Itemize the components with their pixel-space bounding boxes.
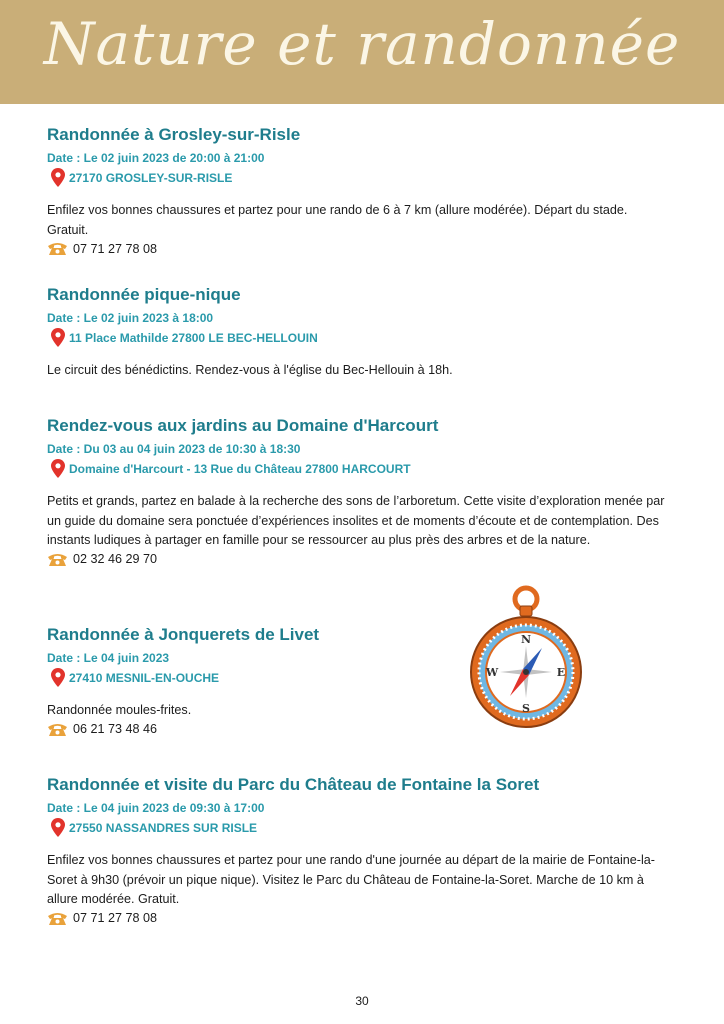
page-header [0, 0, 724, 104]
telephone-icon [47, 241, 68, 256]
event-phone-number: 06 21 73 48 46 [73, 722, 158, 737]
event-title: Randonnée à Grosley-sur-Risle [47, 125, 301, 144]
event-description: Le circuit des bénédictins. Rendez-vous à l'église du Bec-Hellouin à 18h. [47, 363, 453, 377]
location-pin-icon [51, 328, 65, 347]
event-phone [47, 722, 447, 737]
event-description: Enfilez vos bonnes chaussures et partez pour une rando de 6 à 7 km (allure modérée). Départ du stade. Gratuit. [47, 203, 628, 237]
event-title: Rendez-vous aux jardins au Domaine d'Harcourt [47, 416, 439, 435]
event-location-text: 27550 NASSANDRES SUR RISLE [69, 820, 258, 835]
event-phone [47, 552, 677, 567]
location-pin-icon [51, 668, 65, 687]
compass-north-label: N [520, 633, 532, 646]
location-pin-icon [51, 818, 65, 837]
event-phone-number: 07 71 27 78 08 [73, 911, 158, 926]
event-pique-nique [47, 285, 677, 381]
location-pin-icon [51, 459, 65, 478]
event-location-text: 27410 MESNIL-EN-OUCHE [69, 670, 220, 685]
compass-illustration [468, 584, 582, 728]
event-date: Date : Le 02 juin 2023 de 20:00 à 21:00 [47, 151, 265, 165]
event-description: Randonnée moules-frites. [47, 703, 192, 717]
event-harcourt [47, 416, 677, 567]
event-fontaine-la-soret [47, 775, 677, 926]
event-date: Date : Le 02 juin 2023 à 18:00 [47, 311, 214, 325]
event-location-text: Domaine d'Harcourt - 13 Rue du Château 27800 HARCOURT [69, 461, 411, 476]
page-title: Nature et randonnée [43, 10, 681, 78]
telephone-icon [47, 911, 68, 926]
event-location [51, 168, 677, 187]
telephone-icon [47, 722, 68, 737]
event-location [51, 818, 677, 837]
event-description: Enfilez vos bonnes chaussures et partez pour une rando d'une journée au départ de la mairie de Fontaine-la-Soret à 9h30 (prévoir un pique nique). Visitez le Parc du Château de Fontaine-la-Soret. Marche de 10 km à allure modérée. Gratuit. [47, 853, 655, 907]
event-phone-number: 07 71 27 78 08 [73, 241, 158, 256]
event-title: Randonnée pique-nique [47, 285, 241, 304]
compass-east-label: E [556, 666, 566, 679]
event-date: Date : Du 03 au 04 juin 2023 de 10:30 à 18:30 [47, 442, 301, 456]
location-pin-icon [51, 168, 65, 187]
event-jonquerets [47, 625, 447, 737]
event-title: Randonnée et visite du Parc du Château de Fontaine la Soret [47, 775, 540, 794]
event-location-text: 27170 GROSLEY-SUR-RISLE [69, 170, 233, 185]
event-location-text: 11 Place Mathilde 27800 LE BEC-HELLOUIN [69, 330, 318, 345]
event-location [51, 328, 677, 347]
event-phone [47, 911, 677, 926]
event-description: Petits et grands, partez en balade à la recherche des sons de l’arboretum. Cette visite d’exploration menée par un guide du domaine sera ponctuée d’expériences insolites et de moments d’écoute et de contemplation. Des instants ludiques à partager en famille pour se ressourcer au plus près des arbres et de la nature. [47, 494, 665, 548]
event-grosley [47, 125, 677, 256]
event-phone-number: 02 32 46 29 70 [73, 552, 158, 567]
event-phone [47, 241, 677, 256]
page-number: 30 [355, 994, 369, 1008]
compass-west-label: W [485, 666, 499, 679]
event-location [51, 668, 447, 687]
event-title: Randonnée à Jonquerets de Livet [47, 625, 320, 644]
event-location [51, 459, 677, 478]
event-date: Date : Le 04 juin 2023 [47, 651, 170, 665]
event-date: Date : Le 04 juin 2023 de 09:30 à 17:00 [47, 801, 265, 815]
telephone-icon [47, 552, 68, 567]
compass-south-label: S [522, 702, 530, 715]
